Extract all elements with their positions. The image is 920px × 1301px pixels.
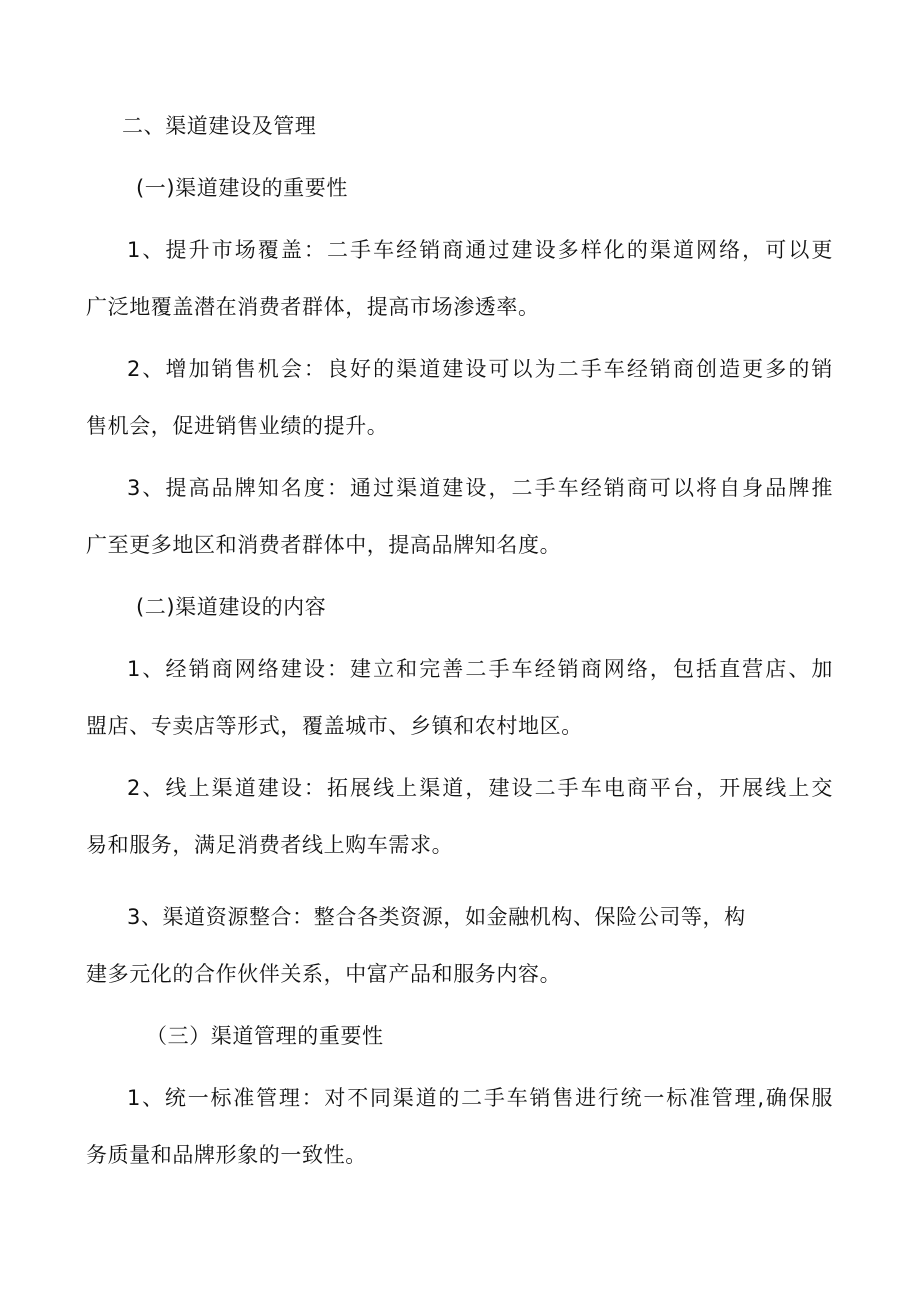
section-1-item-2-line-1: 2、增加销售机会：良好的渠道建设可以为二手车经销商创造更多的销: [127, 357, 833, 381]
section-3-item-1-line-1: 1、统一标准管理：对不同渠道的二手车销售进行统一标准管理,确保服: [127, 1086, 833, 1110]
section-2-title: (二)渠道建设的内容: [136, 595, 327, 619]
main-heading: 二、渠道建设及管理: [122, 114, 317, 138]
section-2-item-2-line-2: 易和服务，满足消费者线上购车需求。: [86, 833, 454, 857]
section-1-item-1-line-2: 广泛地覆盖潜在消费者群体，提高市场渗透率。: [86, 295, 540, 319]
section-1-item-2-line-2: 售机会，促进销售业绩的提升。: [86, 414, 389, 438]
section-3-title: （三）渠道管理的重要性: [146, 1024, 384, 1048]
section-2-item-3-line-2: 建多元化的合作伙伴关系，中富产品和服务内容。: [86, 962, 562, 986]
section-1-item-1-line-1: 1、提升市场覆盖：二手车经销商通过建设多样化的渠道网络，可以更: [127, 238, 833, 262]
section-2-item-1-line-2: 盟店、专卖店等形式，覆盖城市、乡镇和农村地区。: [86, 714, 583, 738]
section-1-item-3-line-1: 3、提高品牌知名度：通过渠道建设，二手车经销商可以将自身品牌推: [127, 476, 833, 500]
section-2-item-1-line-1: 1、经销商网络建设：建立和完善二手车经销商网络，包括直营店、加: [127, 657, 833, 681]
section-1-item-3-line-2: 广至更多地区和消费者群体中，提高品牌知名度。: [86, 533, 562, 557]
section-1-title: (一)渠道建设的重要性: [136, 176, 348, 200]
section-2-item-3-line-1: 3、渠道资源整合：整合各类资源，如金融机构、保险公司等，构: [127, 905, 746, 929]
section-2-item-2-line-1: 2、线上渠道建设：拓展线上渠道，建设二手车电商平台，开展线上交: [127, 776, 833, 800]
section-3-item-1-line-2: 务质量和品牌形象的一致性。: [86, 1143, 367, 1167]
